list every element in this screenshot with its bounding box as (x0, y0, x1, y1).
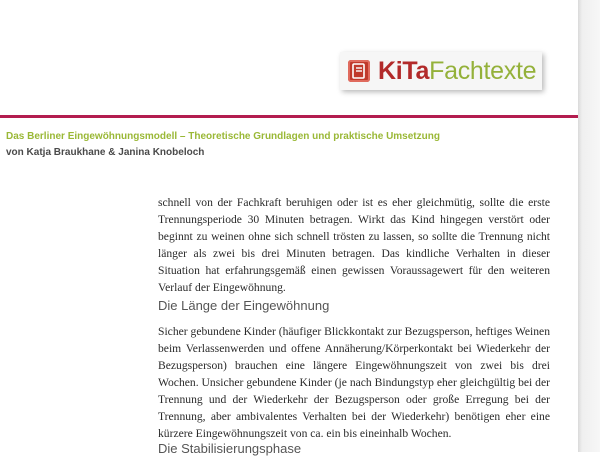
logo-kita: KiTa (378, 57, 430, 85)
header-rule (0, 115, 578, 118)
paragraph-intro: schnell von der Fachkraft beruhigen oder ist es eher gleichmütig, sollte die erste Trennungsperiode 30 Minuten betragen. Wirkt das Kind hingegen verstört oder beginnt zu weinen ohne sich schnell trösten zu lassen, so sollte die Trennung nicht länger als zwei bis drei Minuten betragen. Das kindliche Verhalten in dieser Situation hat erfahrungsgemäß einen gewissen Voraussagewert für den weiteren Verlauf der Eingewöhnung. (158, 196, 550, 294)
book-icon (348, 60, 370, 82)
logo-text (378, 57, 536, 85)
next-section-heading: Die Stabilisierungsphase (158, 441, 302, 456)
section-heading: Die Länge der Eingewöhnung (158, 298, 330, 313)
page-edge-shadow (578, 0, 600, 452)
document-title: Das Berliner Eingewöhnungsmodell – Theoretische Grundlagen und praktische Umsetzung (6, 131, 440, 142)
kita-fachtexte-logo (340, 52, 542, 90)
paragraph-duration: Sicher gebundene Kinder (häufiger Blickkontakt zur Bezugsperson, heftiges Weinen beim Verlassenwerden und offene Annäherung/Körperkontakt bei Wiederkehr der Bezugsperson) brauchen eine längere Eingewöhnungszeit von zwei bis drei Wochen. Unsicher gebundene Kinder (je nach Bindungstyp eher gleichgültig bei der Trennung und der Wiederkehr der Bezugsperson oder große Erregung bei der Trennung, aber ambivalentes Verhalten bei der Wiederkehr) benötigen eher eine kürzere Eingewöhnungszeit von ca. ein bis eineinhalb Wochen. (158, 325, 550, 440)
logo-fachtexte: Fachtexte (429, 57, 537, 85)
document-authors: von Katja Braukhane & Janina Knobeloch (6, 147, 205, 158)
